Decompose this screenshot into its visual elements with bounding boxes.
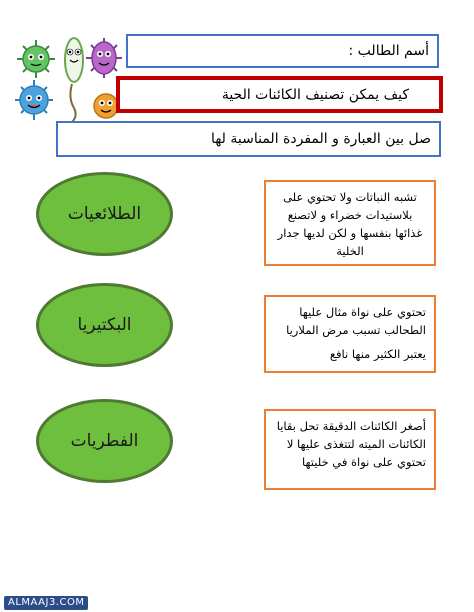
description-box-1[interactable] bbox=[264, 180, 436, 266]
term-oval-fungi[interactable] bbox=[36, 399, 173, 483]
description-box-3[interactable] bbox=[264, 409, 436, 490]
description-line: تشبه النباتات ولا تحتوي على bbox=[283, 190, 417, 204]
description-line: تحتوي على نواة مثال عليها bbox=[299, 305, 426, 319]
purple-microbe-icon bbox=[86, 38, 122, 78]
microbes-illustration bbox=[14, 36, 126, 124]
description-line: يعتبر الكثير منها نافع bbox=[329, 347, 426, 361]
term-label: الطلائعيات bbox=[67, 204, 142, 224]
blue-microbe-icon bbox=[15, 80, 53, 120]
tailed-microbe-icon bbox=[65, 38, 83, 122]
site-watermark: ALMAAJ3.COM bbox=[4, 596, 88, 610]
instruction-text: صل بين العبارة و المفردة المناسبة لها bbox=[210, 131, 431, 147]
title-box bbox=[116, 76, 443, 113]
term-oval-bacteria[interactable] bbox=[36, 283, 173, 367]
orange-microbe-icon bbox=[94, 94, 118, 118]
description-line: الخلية bbox=[336, 244, 364, 258]
green-microbe-icon bbox=[17, 40, 55, 78]
description-line: غذائها بنفسها و لكن لديها جدار bbox=[277, 226, 423, 240]
description-line: الطحالب تسبب مرض الملاريا bbox=[286, 323, 426, 337]
description-line: بلاستيدات خضراء و لاتصنع bbox=[287, 208, 413, 222]
description-line: تحتوي على نواة في خليتها bbox=[301, 455, 426, 469]
student-name-box[interactable] bbox=[126, 34, 439, 68]
worksheet-title: كيف يمكن تصنيف الكائنات الحية bbox=[221, 86, 409, 103]
term-label: البكتيريا bbox=[77, 315, 132, 335]
description-line: الكائنات الميته لتتغذى عليها لا bbox=[286, 437, 426, 451]
instruction-box bbox=[56, 121, 441, 157]
term-oval-protists[interactable] bbox=[36, 172, 173, 256]
student-name-label: أسم الطالب : bbox=[348, 43, 429, 59]
term-label: الفطريات bbox=[70, 431, 139, 451]
description-box-2[interactable] bbox=[264, 295, 436, 373]
description-line: أصغر الكائنات الدقيقة تحل بقايا bbox=[276, 419, 426, 433]
